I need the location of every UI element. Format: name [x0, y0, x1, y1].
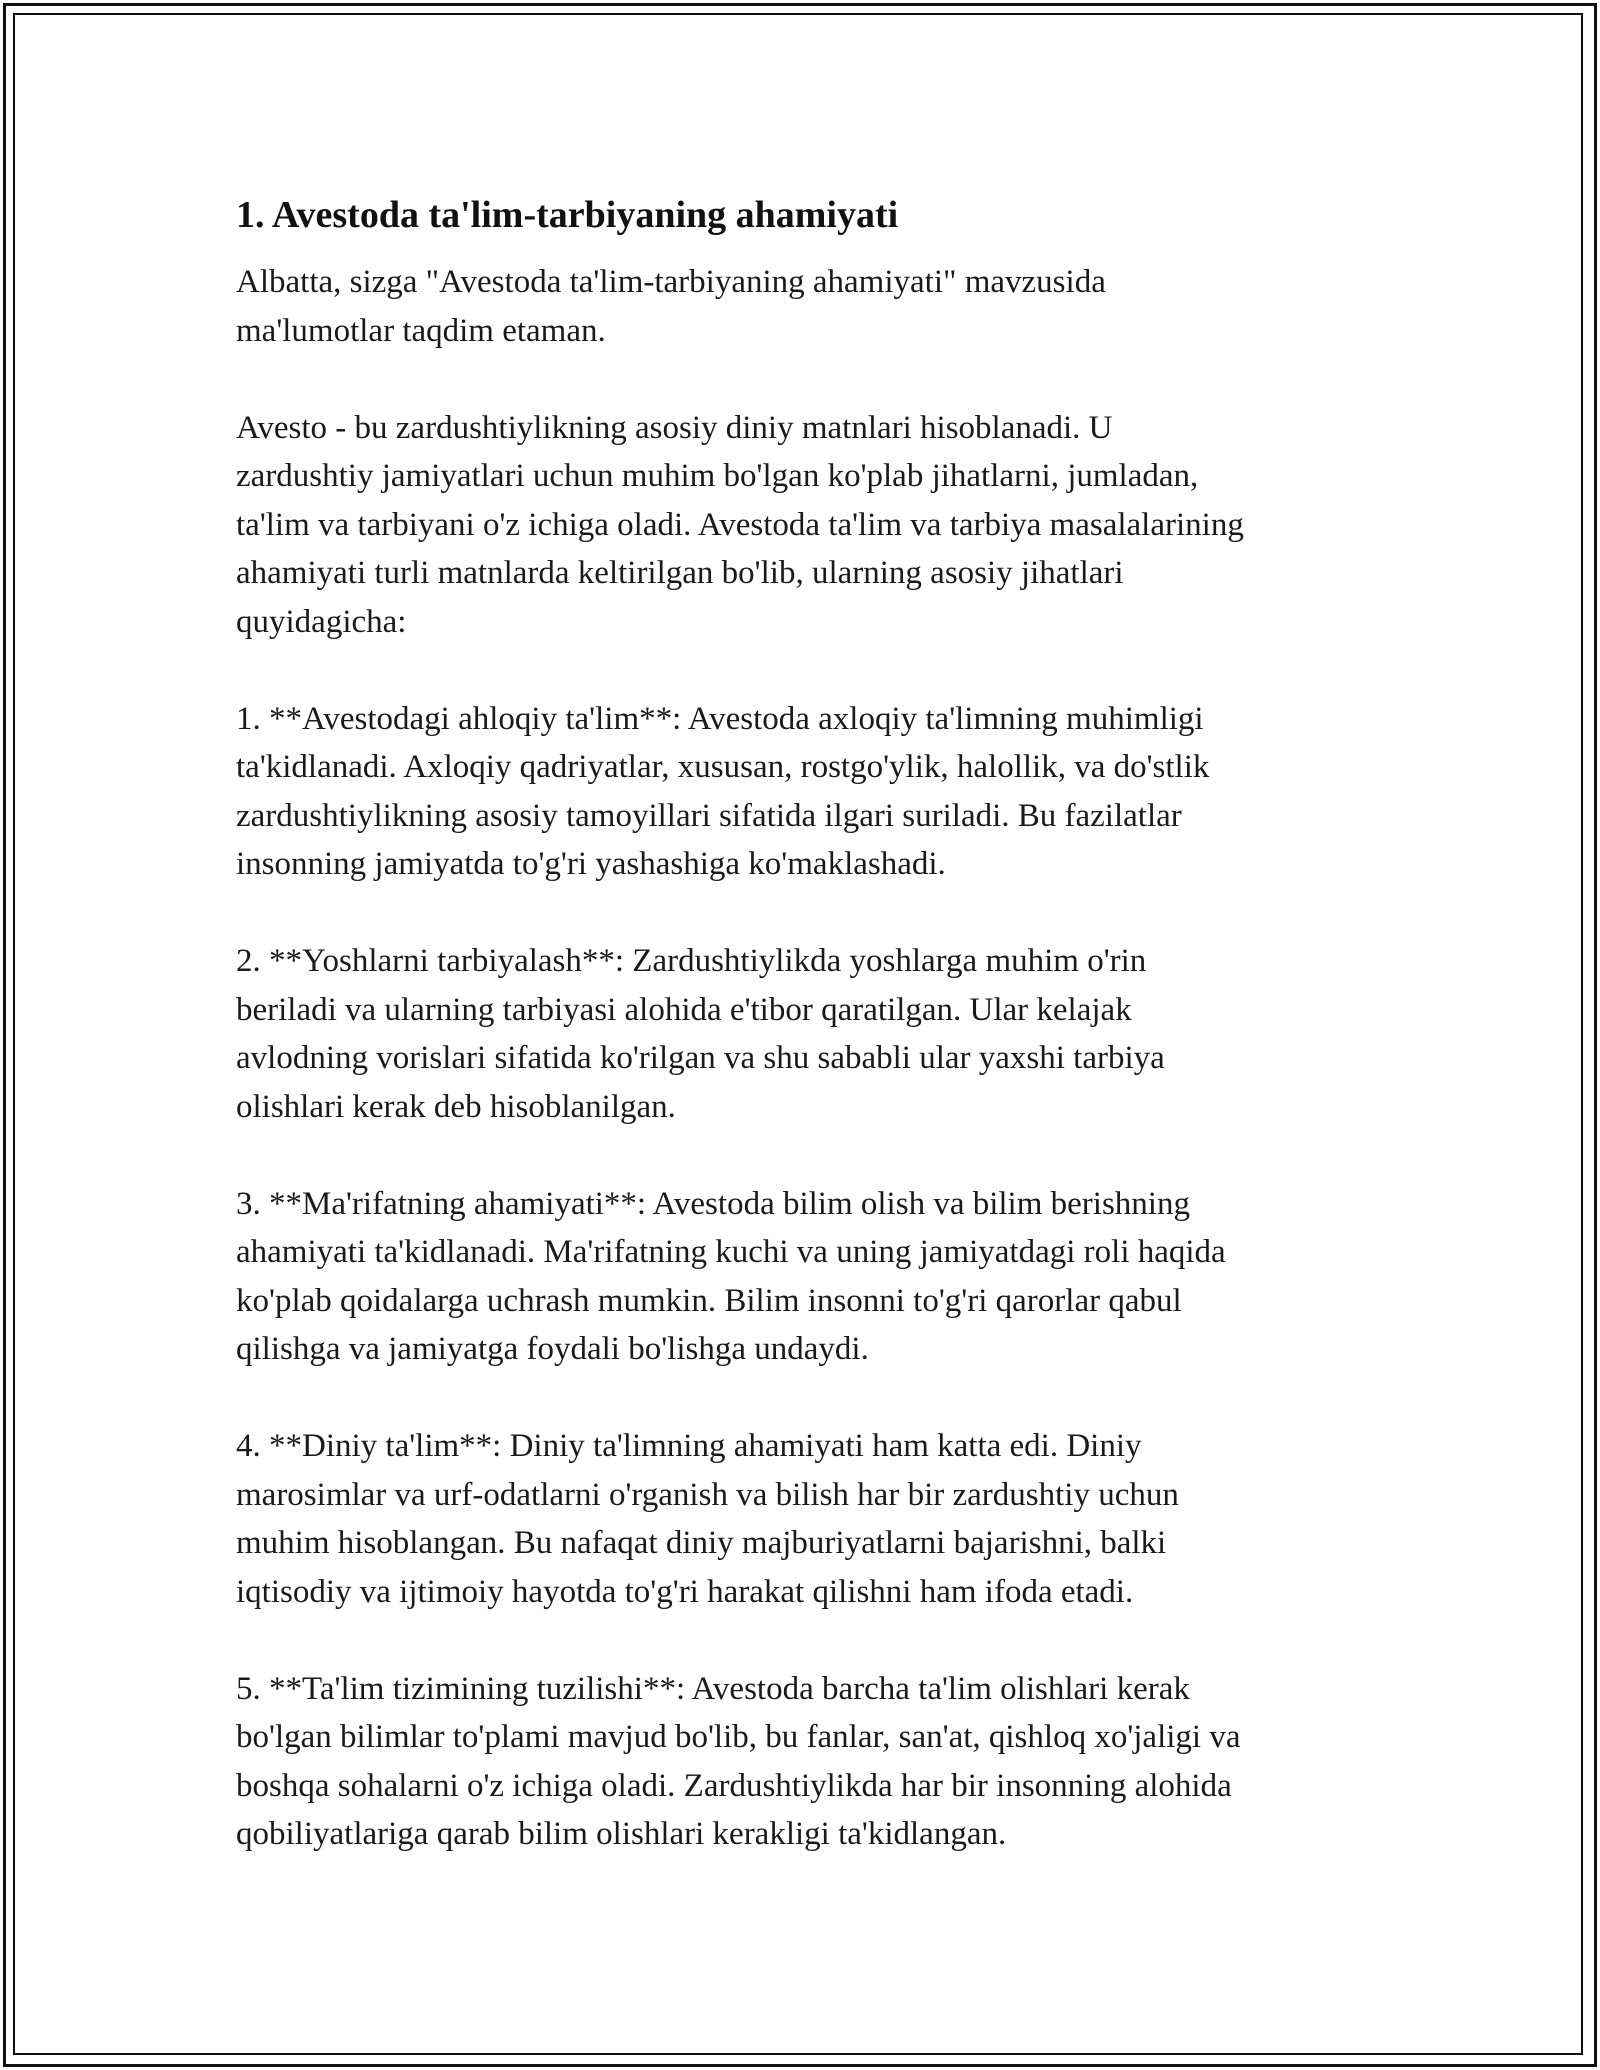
text-line: quyidagicha:: [236, 603, 407, 640]
paragraph: [236, 404, 1376, 647]
paragraph-list: [236, 258, 1376, 1859]
text-line: boshqa sohalarni o'z ichiga oladi. Zardushtiylikda har bir insonning alohida: [236, 1767, 1232, 1804]
text-line: beriladi va ularning tarbiyasi alohida e'tibor qaratilgan. Ular kelajak: [236, 991, 1132, 1028]
text-line: ko'plab qoidalarga uchrash mumkin. Bilim insonni to'g'ri qarorlar qabul: [236, 1282, 1182, 1319]
text-line: muhim hisoblangan. Bu nafaqat diniy majburiyatlarni bajarishni, balki: [236, 1525, 1167, 1561]
paragraph: [236, 1180, 1376, 1374]
text-line: zardushtiy jamiyatlari uchun muhim bo'lgan ko'plab jihatlarni, jumladan,: [236, 458, 1199, 494]
text-line: qilishga va jamiyatga foydali bo'lishga undaydi.: [236, 1331, 869, 1367]
text-line: iqtisodiy va ijtimoiy hayotda to'g'ri harakat qilishni ham ifoda etadi.: [236, 1573, 1134, 1610]
text-line: ahamiyati turli matnlarda keltirilgan bo'lib, ularning asosiy jihatlari: [236, 555, 1124, 591]
text-line: ahamiyati ta'kidlanadi. Ma'rifatning kuchi va uning jamiyatdagi roli haqida: [236, 1234, 1226, 1270]
text-line: avlodning vorislari sifatida ko'rilgan va shu sababli ular yaxshi tarbiya: [236, 1040, 1165, 1076]
paragraph: [236, 1422, 1376, 1616]
document-title: 1. Avestoda ta'lim-tarbiyaning ahamiyati: [236, 194, 899, 236]
text-line: insonning jamiyatda to'g'ri yashashiga ko'maklashadi.: [236, 846, 946, 882]
text-line: marosimlar va urf-odatlarni o'rganish va bilish har bir zardushtiy uchun: [236, 1476, 1179, 1513]
text-line: olishlari kerak deb hisoblanilgan.: [236, 1088, 676, 1125]
text-line: ma'lumotlar taqdim etaman.: [236, 312, 606, 349]
paragraph: [236, 258, 1376, 355]
text-line: 2. **Yoshlarni tarbiyalash**: Zardushtiylikda yoshlarga muhim o'rin: [236, 943, 1147, 979]
text-line: 4. **Diniy ta'lim**: Diniy ta'limning ahamiyati ham katta edi. Diniy: [236, 1428, 1142, 1464]
text-line: 1. **Avestodagi ahloqiy ta'lim**: Avestoda axloqiy ta'limning muhimligi: [236, 700, 1204, 737]
text-line: qobiliyatlariga qarab bilim olishlari kerakligi ta'kidlangan.: [236, 1816, 1007, 1852]
text-line: bo'lgan bilimlar to'plami mavjud bo'lib, bu fanlar, san'at, qishloq xo'jaligi va: [236, 1719, 1241, 1755]
text-line: 5. **Ta'lim tizimining tuzilishi**: Avestoda barcha ta'lim olishlari kerak: [236, 1670, 1190, 1707]
document-body: [236, 188, 1376, 1907]
text-line: ta'lim va tarbiyani o'z ichiga oladi. Avestoda ta'lim va tarbiya masalalarining: [236, 506, 1244, 543]
text-line: zardushtiylikning asosiy tamoyillari sifatida ilgari suriladi. Bu fazilatlar: [236, 797, 1182, 834]
text-line: ta'kidlanadi. Axloqiy qadriyatlar, xususan, rostgo'ylik, halollik, va do'stlik: [236, 749, 1210, 785]
paragraph: [236, 695, 1376, 889]
text-line: Avesto - bu zardushtiylikning asosiy diniy matnlari hisoblanadi. U: [236, 409, 1113, 446]
text-line: 3. **Ma'rifatning ahamiyati**: Avestoda bilim olish va bilim berishning: [236, 1185, 1190, 1222]
paragraph: [236, 1665, 1376, 1859]
paragraph: [236, 937, 1376, 1131]
text-line: Albatta, sizga "Avestoda ta'lim-tarbiyaning ahamiyati" mavzusida: [236, 264, 1106, 300]
